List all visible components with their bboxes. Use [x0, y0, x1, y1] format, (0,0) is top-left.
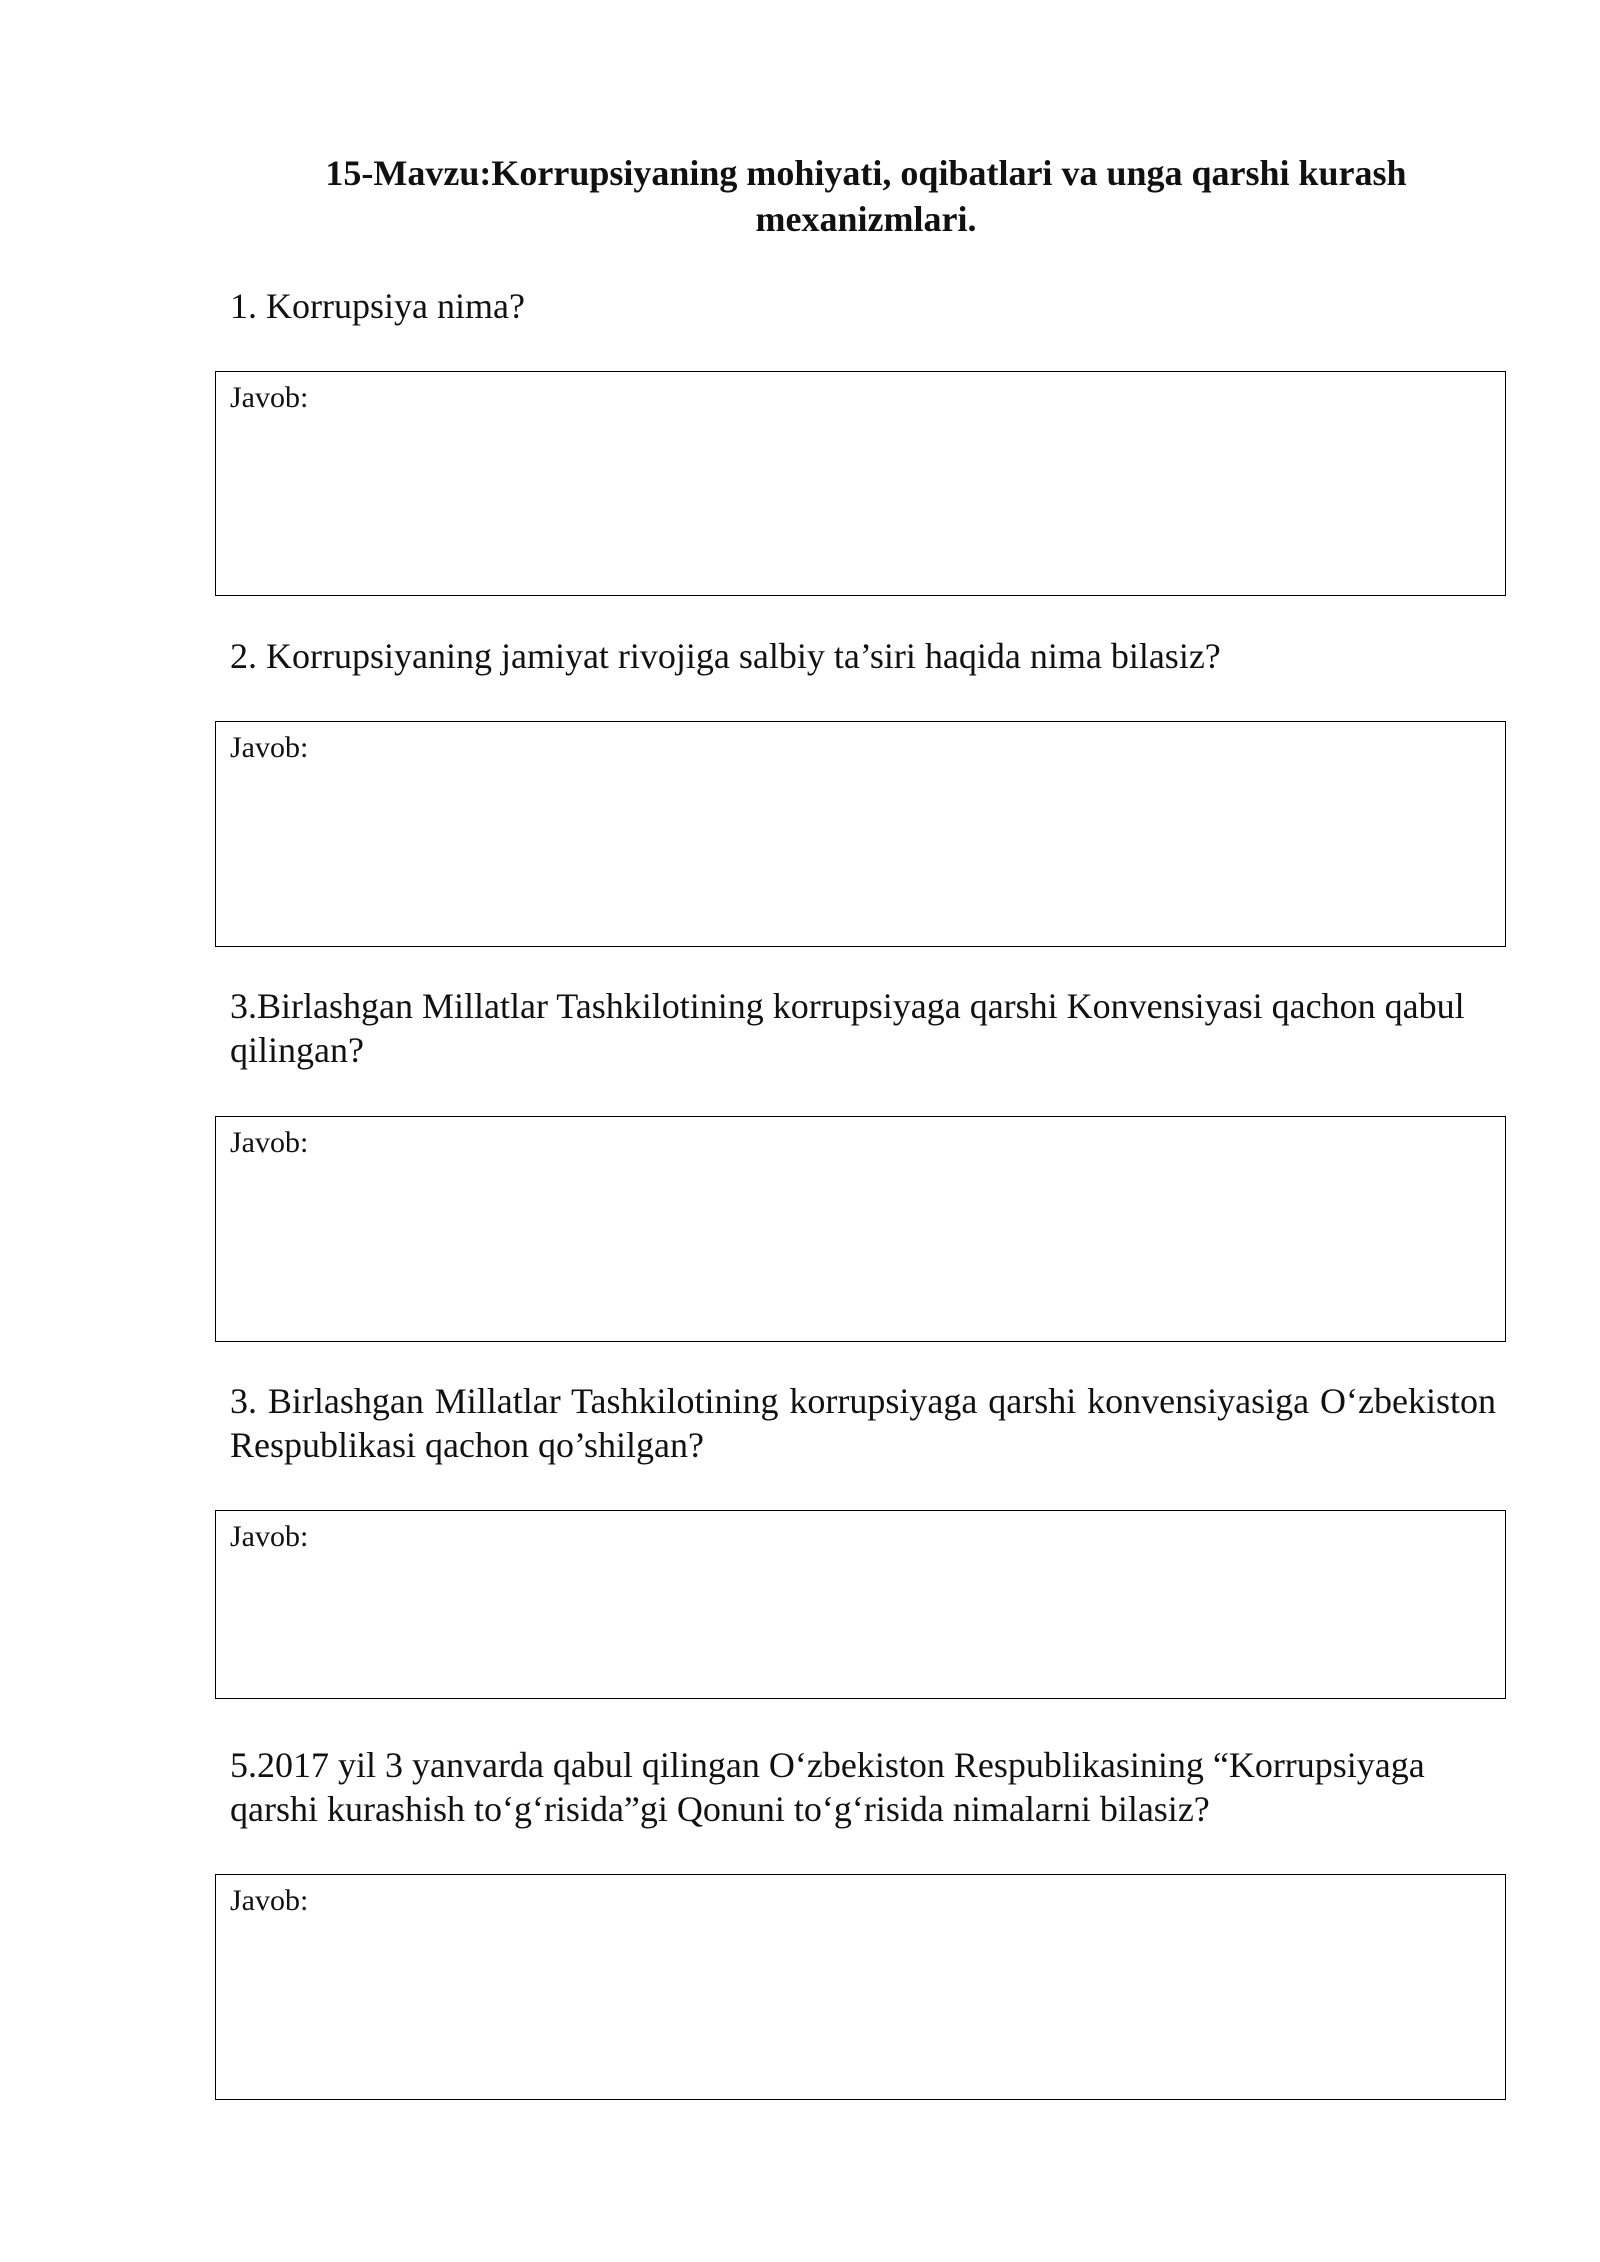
question-5: 5.2017 yil 3 yanvarda qabul qilingan O‘zbekiston Respublikasining “Korrupsiyaga qarshi kurashish to‘g‘risida”gi Qonuni to‘g‘risida nimalarni bilasiz?: [230, 1745, 1425, 1829]
answer-label-3: Javob:: [230, 1126, 309, 1159]
answer-box-2[interactable]: [215, 721, 1506, 947]
answer-label-2: Javob:: [230, 731, 309, 764]
answer-label-4: Javob:: [230, 1520, 309, 1553]
question-2: 2. Korrupsiyaning jamiyat rivojiga salbiy ta’siri haqida nima bilasiz?: [230, 636, 1221, 676]
answer-box-4[interactable]: [215, 1510, 1506, 1699]
answer-label-5: Javob:: [230, 1884, 309, 1917]
question-3: 3.Birlashgan Millatlar Tashkilotining korrupsiyaga qarshi Konvensiyasi qachon qabul qilingan?: [230, 986, 1465, 1070]
question-1: 1. Korrupsiya nima?: [230, 286, 525, 326]
answer-box-5[interactable]: [215, 1874, 1506, 2100]
answer-box-1[interactable]: [215, 371, 1506, 596]
answer-label-1: Javob:: [230, 381, 309, 414]
document-title: 15-Mavzu:Korrupsiyaning mohiyati, oqibatlari va unga qarshi kurash mexanizmlari.: [325, 153, 1407, 239]
question-4: 3. Birlashgan Millatlar Tashkilotining korrupsiyaga qarshi konvensiyasiga O‘zbekiston Respublikasi qachon qo’shilgan?: [230, 1381, 1496, 1465]
answer-box-3[interactable]: [215, 1116, 1506, 1342]
